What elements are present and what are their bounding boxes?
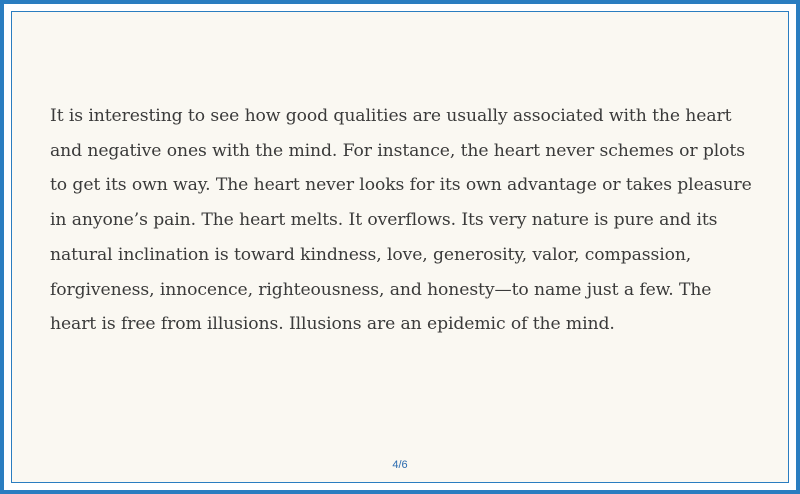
passage-line: forgiveness, innocence, righteousness, and honesty—to name just a few. The bbox=[50, 279, 712, 300]
passage-line: and negative ones with the mind. For instance, the heart never schemes or plots bbox=[50, 140, 745, 161]
passage-text bbox=[50, 99, 750, 342]
passage-line: to get its own way. The heart never looks for its own advantage or takes pleasure bbox=[50, 175, 752, 196]
passage-line: natural inclination is toward kindness, love, generosity, valor, compassion, bbox=[50, 244, 692, 265]
page-indicator: 4/6 bbox=[392, 459, 408, 471]
passage-line: It is interesting to see how good qualities are usually associated with the heart bbox=[50, 106, 732, 126]
passage-line: in anyone’s pain. The heart melts. It overflows. Its very nature is pure and its bbox=[50, 210, 718, 231]
passage-line: heart is free from illusions. Illusions are an epidemic of the mind. bbox=[50, 314, 615, 335]
